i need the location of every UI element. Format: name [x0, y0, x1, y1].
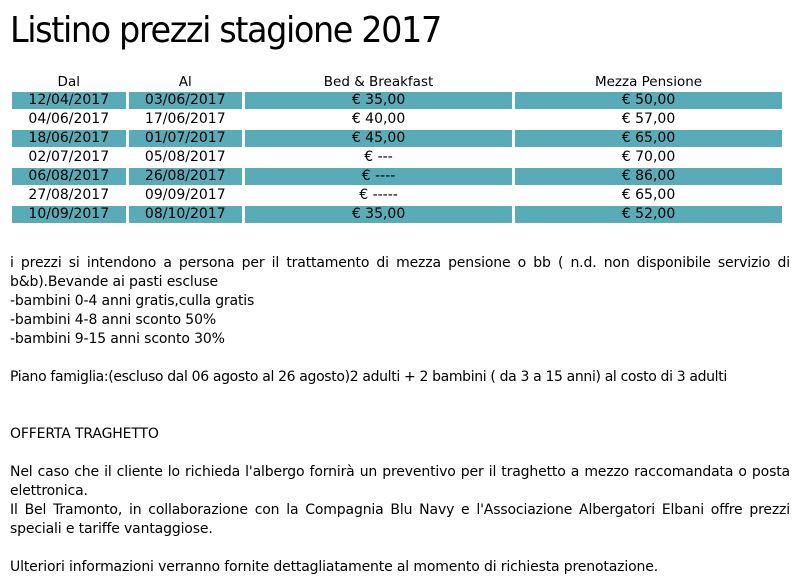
- cell-dal: 18/06/2017: [12, 130, 126, 147]
- cell-mezza-pensione: € 70,00: [621, 149, 676, 165]
- price-table: [9, 72, 785, 225]
- ferry-closing: Ulteriori informazioni verranno fornite dettagliatamente al momento di richiesta prenotazione.: [10, 559, 659, 575]
- header-dal: Dal: [57, 74, 80, 90]
- cell-mezza-pensione: € 50,00: [515, 92, 782, 109]
- ferry-heading: OFFERTA TRAGHETTO: [10, 426, 159, 442]
- notes-intro: i prezzi si intendono a persona per il trattamento di mezza pensione o bb ( n.d. non disponibile servizio di b&b).Bevande ai pasti escluse: [10, 255, 790, 290]
- cell-mezza-pensione: € 86,00: [515, 168, 782, 185]
- children-discount-2: -bambini 9-15 anni sconto 30%: [10, 331, 225, 347]
- cell-bed-breakfast: € 35,00: [245, 92, 512, 109]
- cell-al: 03/06/2017: [129, 92, 243, 109]
- cell-bed-breakfast: € 40,00: [351, 111, 406, 127]
- cell-al: 01/07/2017: [129, 130, 243, 147]
- cell-al: 17/06/2017: [144, 111, 226, 127]
- table-row: [12, 92, 782, 109]
- table-row: [12, 206, 782, 223]
- table-row: [12, 149, 782, 166]
- cell-dal: 27/08/2017: [28, 187, 110, 203]
- cell-bed-breakfast: € ----: [245, 168, 512, 185]
- cell-dal: 02/07/2017: [28, 149, 110, 165]
- cell-bed-breakfast: € ---: [364, 149, 393, 165]
- cell-dal: 06/08/2017: [12, 168, 126, 185]
- price-notes: [10, 254, 790, 577]
- page-title: Listino prezzi stagione 2017: [10, 10, 441, 51]
- cell-al: 26/08/2017: [129, 168, 243, 185]
- ferry-paragraph-1: Nel caso che il cliente lo richieda l'albergo fornirà un preventivo per il traghetto a mezzo raccomandata o posta elettronica.: [10, 464, 790, 499]
- cell-mezza-pensione: € 65,00: [515, 130, 782, 147]
- cell-mezza-pensione: € 52,00: [515, 206, 782, 223]
- table-row: [12, 111, 782, 128]
- cell-al: 05/08/2017: [144, 149, 226, 165]
- header-al: Al: [178, 74, 192, 90]
- price-table-header: [12, 74, 782, 90]
- family-plan: Piano famiglia:(escluso dal 06 agosto al 26 agosto)2 adulti + 2 bambini ( da 3 a 15 anni) al costo di 3 adulti: [10, 369, 727, 385]
- cell-dal: 10/09/2017: [12, 206, 126, 223]
- cell-bed-breakfast: € -----: [359, 187, 398, 203]
- cell-bed-breakfast: € 45,00: [245, 130, 512, 147]
- cell-bed-breakfast: € 35,00: [245, 206, 512, 223]
- cell-mezza-pensione: € 65,00: [621, 187, 676, 203]
- header-bed-breakfast: Bed & Breakfast: [323, 74, 434, 90]
- cell-dal: 12/04/2017: [12, 92, 126, 109]
- table-row: [12, 130, 782, 147]
- table-row: [12, 168, 782, 185]
- cell-al: 09/09/2017: [144, 187, 226, 203]
- table-row: [12, 187, 782, 204]
- children-discount-1: -bambini 4-8 anni sconto 50%: [10, 312, 216, 328]
- cell-dal: 04/06/2017: [28, 111, 110, 127]
- header-mezza-pensione: Mezza Pensione: [594, 74, 703, 90]
- cell-al: 08/10/2017: [129, 206, 243, 223]
- children-discount-0: -bambini 0-4 anni gratis,culla gratis: [10, 293, 255, 309]
- cell-mezza-pensione: € 57,00: [621, 111, 676, 127]
- ferry-paragraph-2: Il Bel Tramonto, in collaborazione con la Compagnia Blu Navy e l'Associazione Albergatori Elbani offre prezzi speciali e tariffe vantaggiose.: [10, 502, 790, 537]
